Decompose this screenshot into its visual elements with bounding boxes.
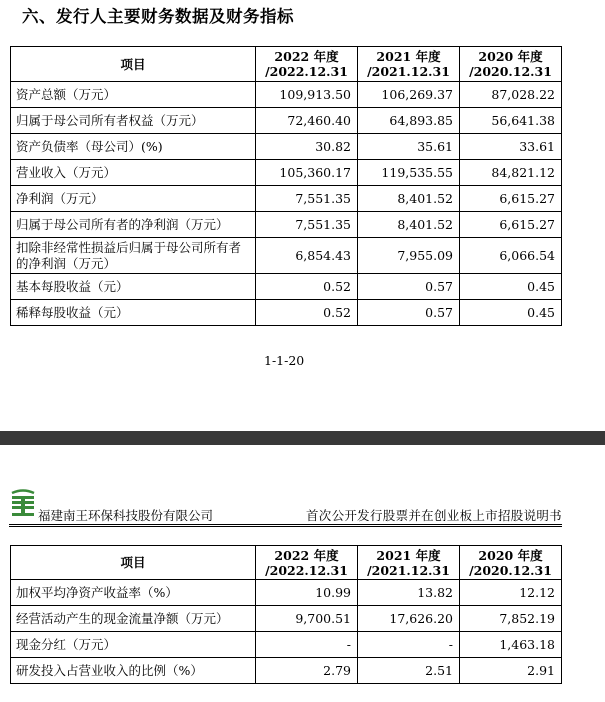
value-2021: 119,535.55 xyxy=(358,160,460,186)
value-2020: 7,852.19 xyxy=(460,606,562,632)
value-2022: 0.52 xyxy=(256,300,358,326)
column-header-2021: 2021 年度 /2021.12.31 xyxy=(358,47,460,82)
value-2020: 1,463.18 xyxy=(460,632,562,658)
value-2020: 6,615.27 xyxy=(460,186,562,212)
table-row xyxy=(11,606,562,632)
row-label: 基本每股收益（元） xyxy=(11,274,256,300)
value-2020: 56,641.38 xyxy=(460,108,562,134)
value-2022: 7,551.35 xyxy=(256,212,358,238)
row-label: 现金分红（万元） xyxy=(11,632,256,658)
value-2020: 87,028.22 xyxy=(460,82,562,108)
column-header-2020: 2020 年度 /2020.12.31 xyxy=(460,546,562,580)
value-2022: 0.52 xyxy=(256,274,358,300)
value-2020: 0.45 xyxy=(460,274,562,300)
table-row xyxy=(11,274,562,300)
value-2021: 17,626.20 xyxy=(358,606,460,632)
value-2021: 0.57 xyxy=(358,300,460,326)
row-label: 扣除非经常性损益后归属于母公司所有者的净利润（万元） xyxy=(11,238,256,274)
table-row xyxy=(11,580,562,606)
value-2020: 0.45 xyxy=(460,300,562,326)
row-label: 加权平均净资产收益率（%） xyxy=(11,580,256,606)
table-row xyxy=(11,160,562,186)
value-2022: 9,700.51 xyxy=(256,606,358,632)
value-2020: 6,066.54 xyxy=(460,238,562,274)
row-label: 资产总额（万元） xyxy=(11,82,256,108)
value-2022: 72,460.40 xyxy=(256,108,358,134)
value-2021: 106,269.37 xyxy=(358,82,460,108)
table-row xyxy=(11,134,562,160)
value-2020: 2.91 xyxy=(460,658,562,684)
value-2022: 109,913.50 xyxy=(256,82,358,108)
header-rule xyxy=(9,524,562,525)
row-label: 稀释每股收益（元） xyxy=(11,300,256,326)
row-label: 经营活动产生的现金流量净额（万元） xyxy=(11,606,256,632)
value-2022: 6,854.43 xyxy=(256,238,358,274)
row-label: 研发投入占营业收入的比例（%） xyxy=(11,658,256,684)
value-2022: 105,360.17 xyxy=(256,160,358,186)
value-2021: 7,955.09 xyxy=(358,238,460,274)
document-title: 首次公开发行股票并在创业板上市招股说明书 xyxy=(305,508,562,523)
column-header-2021: 2021 年度 /2021.12.31 xyxy=(358,546,460,580)
table-row xyxy=(11,82,562,108)
column-header-item: 项目 xyxy=(11,47,256,82)
row-label: 归属于母公司所有者的净利润（万元） xyxy=(11,212,256,238)
value-2022: 30.82 xyxy=(256,134,358,160)
value-2021: 64,893.85 xyxy=(358,108,460,134)
row-label: 净利润（万元） xyxy=(11,186,256,212)
value-2022: 7,551.35 xyxy=(256,186,358,212)
table-row xyxy=(11,186,562,212)
row-label: 营业收入（万元） xyxy=(11,160,256,186)
value-2021: - xyxy=(358,632,460,658)
table-row xyxy=(11,238,562,274)
financial-data-table xyxy=(10,46,562,326)
value-2020: 84,821.12 xyxy=(460,160,562,186)
value-2020: 6,615.27 xyxy=(460,212,562,238)
section-title: 六、发行人主要财务数据及财务指标 xyxy=(22,7,294,26)
table-row xyxy=(11,300,562,326)
value-2022: 10.99 xyxy=(256,580,358,606)
value-2021: 8,401.52 xyxy=(358,212,460,238)
table-row xyxy=(11,658,562,684)
value-2021: 13.82 xyxy=(358,580,460,606)
table-row xyxy=(11,108,562,134)
row-label: 资产负债率（母公司）(%) xyxy=(11,134,256,160)
page-divider xyxy=(0,431,605,445)
value-2022: - xyxy=(256,632,358,658)
table-header-row xyxy=(11,546,562,580)
value-2021: 8,401.52 xyxy=(358,186,460,212)
value-2021: 0.57 xyxy=(358,274,460,300)
value-2020: 12.12 xyxy=(460,580,562,606)
column-header-2022: 2022 年度 /2022.12.31 xyxy=(256,546,358,580)
column-header-2020: 2020 年度 /2020.12.31 xyxy=(460,47,562,82)
header-rule-secondary xyxy=(9,526,562,527)
table-row xyxy=(11,212,562,238)
table-row xyxy=(11,632,562,658)
row-label: 归属于母公司所有者权益（万元） xyxy=(11,108,256,134)
company-logo-icon xyxy=(9,489,37,519)
value-2022: 2.79 xyxy=(256,658,358,684)
table-header-row xyxy=(11,47,562,82)
column-header-item: 项目 xyxy=(11,546,256,580)
value-2020: 33.61 xyxy=(460,134,562,160)
value-2021: 35.61 xyxy=(358,134,460,160)
financial-indicators-table xyxy=(10,545,562,684)
page-number: 1-1-20 xyxy=(264,353,305,368)
column-header-2022: 2022 年度 /2022.12.31 xyxy=(256,47,358,82)
value-2021: 2.51 xyxy=(358,658,460,684)
company-name: 福建南王环保科技股份有限公司 xyxy=(38,508,214,523)
